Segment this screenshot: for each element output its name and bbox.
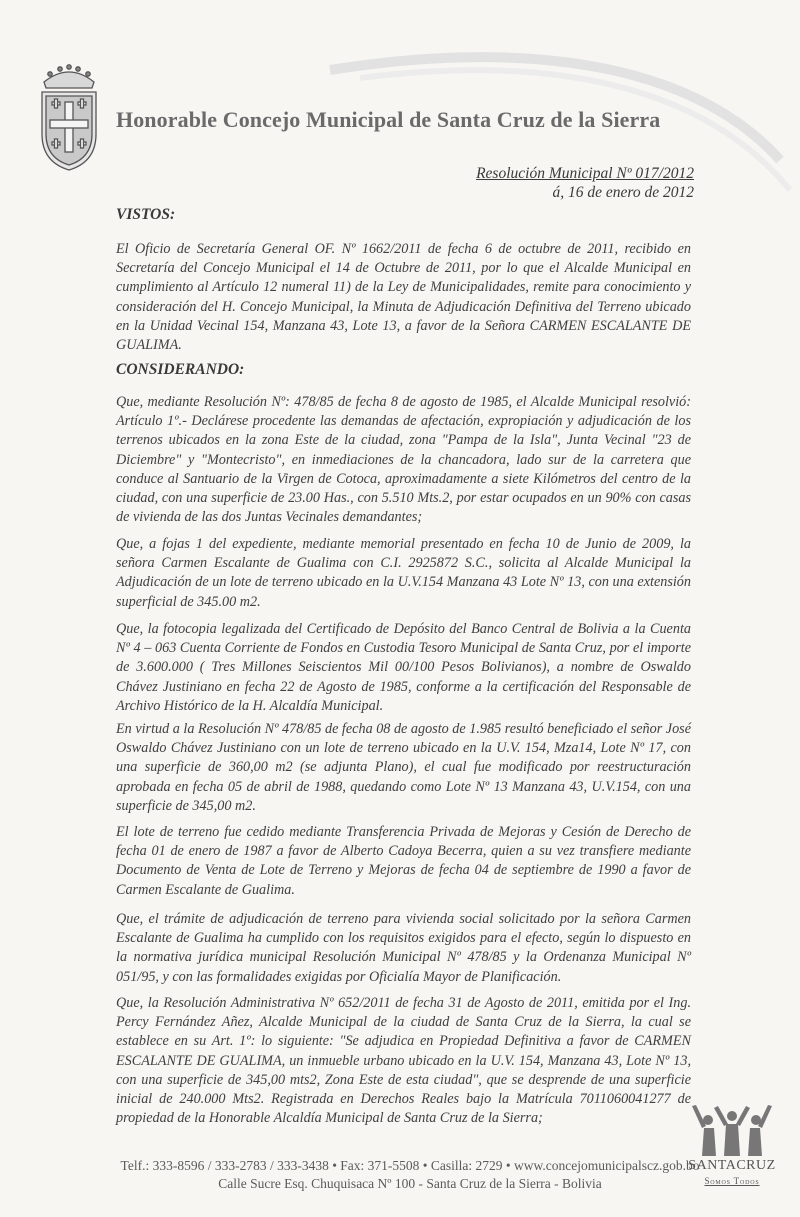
resolution-header: [476, 164, 694, 202]
section-vistos: VISTOS:: [116, 206, 176, 223]
institution-title: Honorable Concejo Municipal de Santa Cruz de la Sierra: [116, 107, 661, 132]
paragraph-8: Que, la Resolución Administrativa Nº 652/2011 de fecha 31 de Agosto de 2011, emitida por el Ing. Percy Fernández Añez, Alcalde Municipal de la ciudad de Santa Cruz de la Sierra, la cual se establece en su Art. 1º: lo siguiente: "Se adjudica en Propiedad Definitiva a favor de CARMEN ESCALANTE DE GUALIMA, un inmueble urbano ubicado en la U.V. 154, Manzana 43, Lote Nº 13, con una superficie de 345,00 mts2, Zona Este de esta ciudad", que se desprende de una superficie inicial de 240.000 Mts2. Registrada en Derechos Reales bajo la Matrícula 7011060041277 de propiedad de la Honorable Alcaldía Municipal de Santa Cruz de la Sierra;: [116, 995, 691, 1127]
paragraph-2: Que, mediante Resolución Nº: 478/85 de fecha 8 de agosto de 1985, el Alcalde Municipal resolvió: Artículo 1º.- Declárese procedente las demandas de afectación, expropiación y adjudicación de los terrenos ubicados en la zona Este de la ciudad, zona "Pampa de la Isla", Junta Vecinal "23 de Diciembre" y "Montecristo", en inmediaciones de la chancadora, lado sur de la carretera que conduce al Santuario de la Virgen de Cotoca, aproximadamente a siete Kilómetros del centro de la ciudad, con una superficie de 23.00 Has., con 5.510 Mts.2, por estar ocupados en un 90% con casas de vivienda de las dos Juntas Vecinales demandantes;: [116, 394, 691, 526]
logo-name: SANTACRUZ: [688, 1158, 776, 1173]
footer: [0, 1157, 800, 1193]
paragraph-6: El lote de terreno fue cedido mediante Transferencia Privada de Mejoras y Cesión de Derecho de fecha 01 de enero de 1987 a favor de Alberto Cadoya Becerra, quien a su vez transfiere mediante Documento de Venta de Lote de Terreno y Mejoras de fecha 04 de septiembre de 1990 a favor de Carmen Escalante de Gualima.: [116, 824, 691, 898]
footer-contact: Telf.: 333-8596 / 333-2783 / 333-3438 • Fax: 371-5508 • Casilla: 2729 • www.concejomunicipalscz.gob.bo: [120, 1158, 700, 1173]
paragraph-4: Que, la fotocopia legalizada del Certificado de Depósito del Banco Central de Bolivia a la Cuenta Nº 4 – 063 Cuenta Corriente de Fondos en Custodia Tesoro Municipal de Santa Cruz, por el importe de 3.600.000 ( Tres Millones Seiscientos Mil 00/100 Pesos Bolivianos), a nombre de Oswaldo Chávez Justiniano en fecha 22 de Agosto de 1985, conforme a la certificación del Responsable de Archivo Histórico de la H. Alcaldía Municipal.: [116, 621, 691, 714]
paragraph-5: En virtud a la Resolución Nº 478/85 de fecha 08 de agosto de 1.985 resultó beneficiado el señor José Oswaldo Chávez Justiniano con un lote de terreno ubicado en la U.V. 154, Mza14, Lote Nº 17, con una superficie de 360,00 m2 (se adjunta Plano), el cual fue modificado por reestructuración aprobada en fecha 05 de abril de 1988, quedando como Lote Nº 13 Manzana 43, U.V.154, con una superficie de 345,00 m2.: [116, 721, 691, 814]
coat-of-arms-icon: [36, 62, 102, 172]
paragraph-3: Que, a fojas 1 del expediente, mediante memorial presentado en fecha 10 de Junio de 2009, la señora Carmen Escalante de Gualima con C.I. 2925872 S.C., solicita al Alcalde Municipal la Adjudicación de un lote de terreno ubicado en la U.V.154 Manzana 43 Lote Nº 13, con una extensión superficial de 345.00 m2.: [116, 536, 691, 610]
paragraph-7: Que, el trámite de adjudicación de terreno para vivienda social solicitado por la señora Carmen Escalante de Gualima ha cumplido con los requisitos exigidos para el efecto, según lo dispuesto en la normativa jurídica municipal Resolución Municipal Nº 478/85 y la Ordenanza Municipal Nº 051/95, y con las formalidades exigidas por Oficialía Mayor de Planificación.: [116, 911, 691, 985]
footer-address: Calle Sucre Esq. Chuquisaca Nº 100 - Santa Cruz de la Sierra - Bolivia: [218, 1176, 602, 1191]
logo-tagline: Somos Todos: [704, 1176, 760, 1186]
resolution-date: á, 16 de enero de 2012: [552, 184, 694, 201]
paragraph-1: El Oficio de Secretaría General OF. Nº 1662/2011 de fecha 6 de octubre de 2011, recibido en Secretaría del Concejo Municipal el 14 de Octubre de 2011, por lo que el Alcalde Municipal en cumplimiento al Artículo 12 numeral 11) de la Ley de Municipalidades, remite para conocimiento y consideración del H. Concejo Municipal, la Minuta de Adjudicación Definitiva del Terreno ubicado en la Unidad Vecinal 154, Manzana 43, Lote 13, a favor de la Señora CARMEN ESCALANTE DE GUALIMA.: [116, 241, 691, 354]
resolution-number: Resolución Municipal Nº 017/2012: [476, 165, 694, 182]
section-considerando: CONSIDERANDO:: [116, 361, 245, 378]
